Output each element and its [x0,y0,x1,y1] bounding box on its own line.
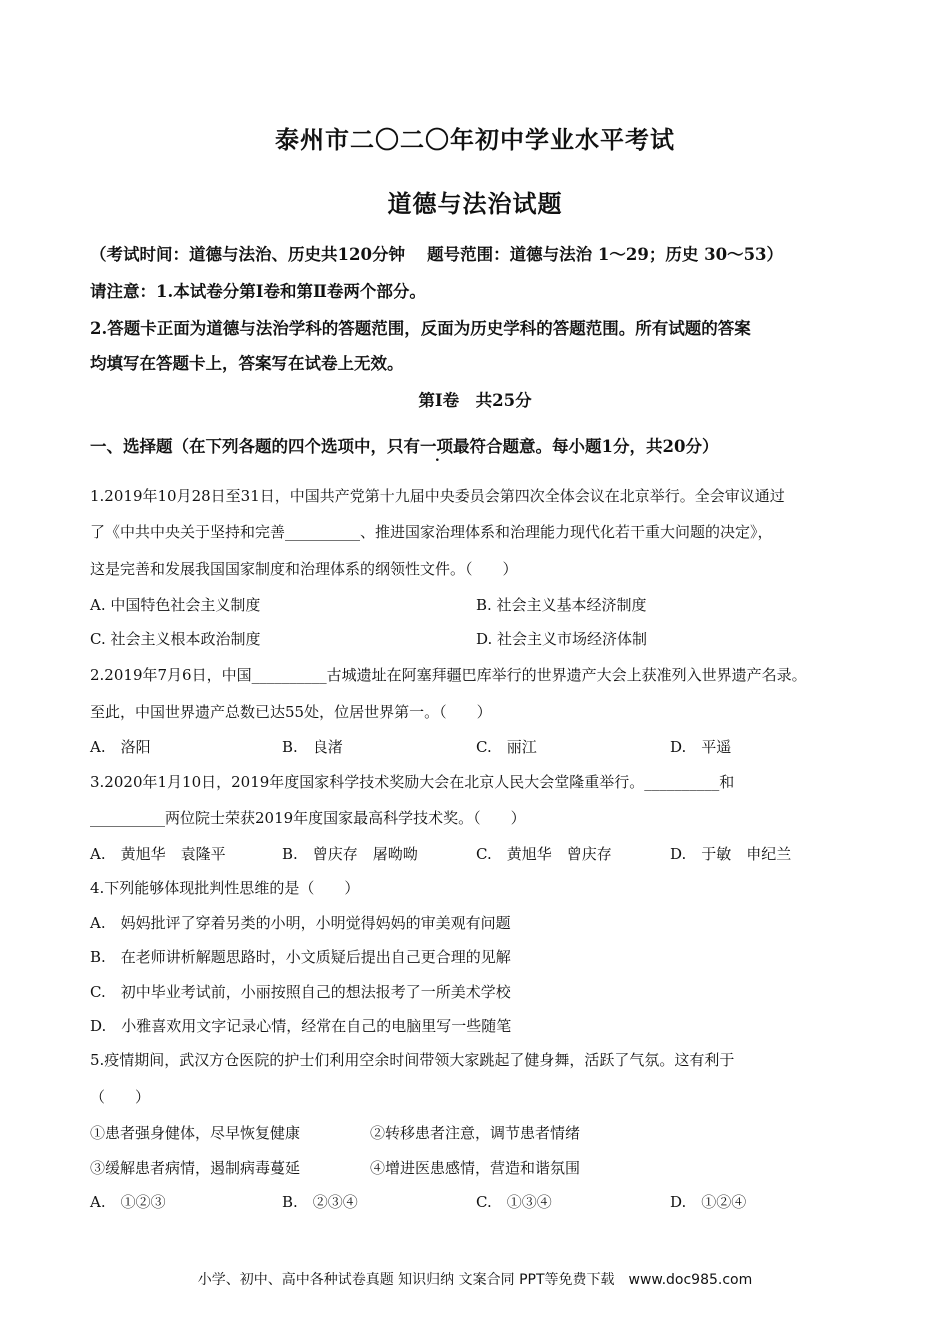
part-heading: 第Ⅰ卷 共25分 [418,391,532,410]
question-1-line-2: 了《中共中央关于坚持和完善__________、推进国家治理体系和治理能力现代化若干重大问题的决定》， [90,523,773,541]
question-1-line-3: 这是完善和发展我国国家制度和治理体系的纲领性文件。（ ） [90,560,518,578]
document-subtitle: 道德与法治试题 [387,189,563,218]
question-5-option-d: D. ①②④ [670,1193,747,1211]
document-title: 泰州市二〇二〇年初中学业水平考试 [275,125,675,154]
question-1-option-b: B. 社会主义基本经济制度 [476,596,647,614]
question-5-line-1: 5.疫情期间，武汉方仓医院的护士们利用空余时间带领大家跳起了健身舞，活跃了气氛。这有利于 [90,1051,735,1069]
question-4-line-1: 4.下列能够体现批判性思维的是（ ） [90,879,360,897]
question-4-option-b: B. 在老师讲析解题思路时，小文质疑后提出自己更合理的见解 [90,948,511,966]
question-1-option-c: C. 社会主义根本政治制度 [90,630,261,648]
question-3-option-a: A. 黄旭华 袁隆平 [90,845,226,863]
question-5-item-4: ④增进医患感情，营造和谐氛围 [370,1159,581,1177]
question-2-option-d: D. 平遥 [670,738,732,756]
question-2-line-2: 至此，中国世界遗产总数已达55处，位居世界第一。（ ） [90,703,492,721]
question-3-line-2: __________两位院士荣获2019年度国家最高科学技术奖。（ ） [90,809,526,827]
note-line-2: 2.答题卡正面为道德与法治学科的答题范围，反面为历史学科的答题范围。所有试题的答案 [90,319,751,338]
question-3-option-d: D. 于敏 申纪兰 [670,845,792,863]
question-5-item-3: ③缓解患者病情，遏制病毒蔓延 [90,1159,301,1177]
question-1-line-1: 1.2019年10月28日至31日，中国共产党第十九届中央委员会第四次全体会议在北京举行。全会审议通过 [90,487,785,505]
question-2-option-c: C. 丽江 [476,738,537,756]
section-heading-emphasis: 一项 [420,437,453,456]
note-line-1: 请注意：1.本试卷分第Ⅰ卷和第Ⅱ卷两个部分。 [90,282,426,301]
question-3-line-1: 3.2020年1月10日，2019年度国家科学技术奖励大会在北京人民大会堂隆重举行。__________和 [90,773,735,791]
section-heading-post: 最符合题意。每小题1分，共20分） [453,437,719,456]
question-5-item-2: ②转移患者注意，调节患者情绪 [370,1124,581,1142]
question-5-option-c: C. ①③④ [476,1193,552,1211]
question-5-option-b: B. ②③④ [282,1193,358,1211]
question-2-option-b: B. 良渚 [282,738,343,756]
section-heading [90,433,718,457]
question-1-option-a: A. 中国特色社会主义制度 [90,596,261,614]
page-footer: 小学、初中、高中各种试卷真题 知识归纳 文案合同 PPT等免费下载 www.doc985.com [197,1272,753,1288]
question-4-option-a: A. 妈妈批评了穿着另类的小明，小明觉得妈妈的审美观有问题 [90,914,511,932]
exam-info: （考试时间：道德与法治、历史共120分钟 题号范围：道德与法治 1～29；历史 30～53） [90,245,784,264]
question-2-line-1: 2.2019年7月6日，中国__________古城遗址在阿塞拜疆巴库举行的世界遗产大会上获准列入世界遗产名录。 [90,666,807,684]
question-5-line-2: （ ） [90,1088,151,1106]
question-3-option-b: B. 曾庆存 屠呦呦 [282,845,418,863]
question-4-option-d: D. 小雅喜欢用文字记录心情，经常在自己的电脑里写一些随笔 [90,1017,512,1035]
note-line-3: 均填写在答题卡上，答案写在试卷上无效。 [90,354,404,373]
section-heading-pre: 一、选择题（在下列各题的四个选项中，只有 [90,437,420,456]
question-3-option-c: C. 黄旭华 曾庆存 [476,845,612,863]
question-5-option-a: A. ①②③ [90,1193,166,1211]
question-2-option-a: A. 洛阳 [90,738,151,756]
question-5-item-1: ①患者强身健体，尽早恢复健康 [90,1124,301,1142]
question-1-option-d: D. 社会主义市场经济体制 [476,630,648,648]
question-4-option-c: C. 初中毕业考试前，小丽按照自己的想法报考了一所美术学校 [90,983,511,1001]
